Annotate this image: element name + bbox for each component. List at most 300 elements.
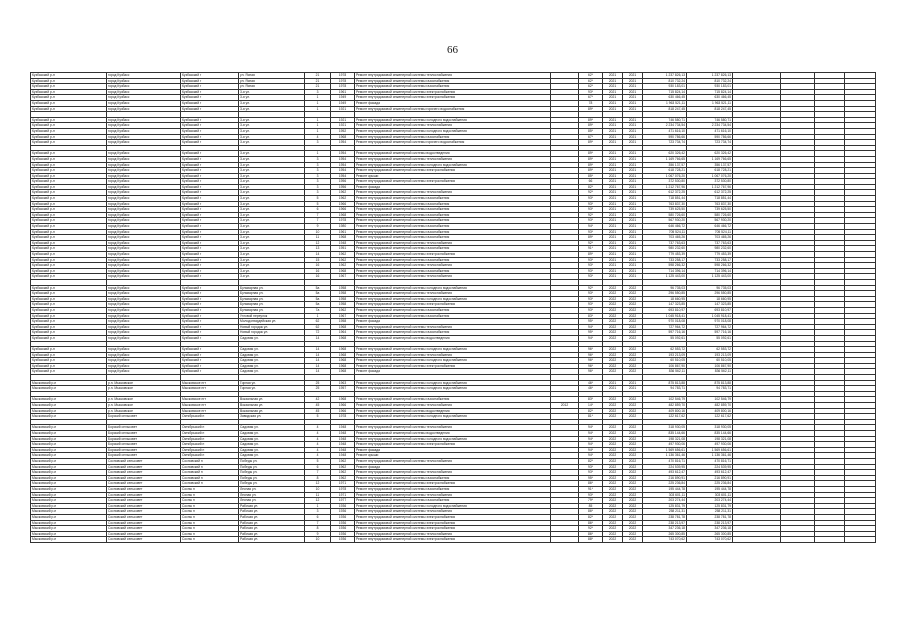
- cell-municipality: город Кузбасс: [107, 95, 181, 101]
- cell-street: 3-я ул.: [239, 224, 305, 230]
- cell-year-start: 2022: [603, 285, 623, 291]
- cell-district: Мысковский р-н: [31, 464, 107, 470]
- cell-wear: 89*: [579, 235, 603, 241]
- cell-work-type: Ремонт внутридомовой инженерной системы водоотведения: [355, 335, 551, 341]
- cell-municipality: город Кузбасс: [107, 134, 181, 140]
- cell-cost-total: 303 601,11: [687, 492, 733, 498]
- cell-year-end: 2022: [623, 464, 643, 470]
- cell-year-start: 2022: [603, 475, 623, 481]
- cell-work-type: Ремонт внутридомовой инженерной системы теплоснабжения: [355, 458, 551, 464]
- cell-year-start: 2022: [603, 447, 623, 453]
- cell-district: Кузбасский р-н: [31, 201, 107, 207]
- cell-year-built: 1954: [331, 162, 355, 168]
- cell-year-start: 2022: [603, 514, 623, 520]
- cell-settlement: Мысковское пгт: [181, 408, 239, 414]
- cell-year-end: 2022: [623, 285, 643, 291]
- cell-house: 6: [305, 514, 331, 520]
- cell-year-built: 1978: [331, 73, 355, 79]
- cell-settlement: Октябрьский п: [181, 436, 239, 442]
- cell-year-start: 2022: [603, 347, 623, 353]
- cell-year-start: 2022: [603, 470, 623, 476]
- cell-municipality: город Кузбасс: [107, 246, 181, 252]
- cell-cost: 303 601,11: [643, 492, 687, 498]
- cell-cost-total: 779 453,39: [687, 252, 733, 258]
- cell-district: Кузбасский р-н: [31, 123, 107, 129]
- cell-street: Садовая ул.: [239, 436, 305, 442]
- cell-wear: 94*: [579, 324, 603, 330]
- cell-year-end: 2022: [623, 296, 643, 302]
- cell-cost: 238 781,78: [643, 514, 687, 520]
- cell-municipality: город Кузбасс: [107, 229, 181, 235]
- cell-settlement: Октябрьский п: [181, 431, 239, 437]
- cell-house: 42: [305, 397, 331, 403]
- cell-year-built: 1949: [331, 100, 355, 106]
- cell-year-end: 2021: [623, 274, 643, 280]
- cell-year-end: 2022: [623, 537, 643, 543]
- cell-street: Садовая ул.: [239, 431, 305, 437]
- cell-street: Бульварная ул.: [239, 285, 305, 291]
- cell-cost-total: 597 716,16: [687, 330, 733, 336]
- cell-work-type: Ремонт внутридомовой инженерной системы газоснабжения: [355, 196, 551, 202]
- cell-year-end: 2021: [623, 201, 643, 207]
- cell-work-type: Ремонт внутридомовой инженерной системы электроснабжения: [355, 514, 551, 520]
- cell-year-built: 1954: [331, 140, 355, 146]
- cell-municipality: город Кузбасс: [107, 313, 181, 319]
- cell-work-type: Ремонт внутридомовой инженерной системы электроснабжения: [355, 537, 551, 543]
- cell-cost: 102 546,79: [643, 397, 687, 403]
- cell-municipality: город Кузбасс: [107, 89, 181, 95]
- cell-municipality: Сосновский сельсовет: [107, 503, 181, 509]
- cell-cost: 2 234 734,54: [643, 123, 687, 129]
- cell-cost: 224 539,95: [643, 464, 687, 470]
- cell-year-end: 2021: [623, 156, 643, 162]
- cell-cost-total: 970 018,08: [687, 319, 733, 325]
- cell-street: 3-я ул.: [239, 240, 305, 246]
- cell-street: ул. Ясная: [239, 84, 305, 90]
- cell-municipality: р.п. Мысковское: [107, 386, 181, 392]
- cell-year-start: 2022: [603, 425, 623, 431]
- cell-house: 3: [305, 156, 331, 162]
- cell-year-start: 2021: [603, 201, 623, 207]
- cell-settlement: Кузбасский г: [181, 89, 239, 95]
- cell-municipality: город Кузбасс: [107, 117, 181, 123]
- cell-district: Мысковский р-н: [31, 453, 107, 459]
- cell-extra-3: [815, 537, 845, 543]
- cell-year-built: 1936: [331, 537, 355, 543]
- cell-district: Кузбасский р-н: [31, 73, 107, 79]
- cell-work-type: Ремонт внутридомовой инженерной системы теплоснабжения: [355, 240, 551, 246]
- cell-year-start: 2021: [603, 128, 623, 134]
- cell-district: Кузбасский р-н: [31, 307, 107, 313]
- cell-house: 14: [305, 252, 331, 258]
- cell-cost-total: 1 125 443,00: [687, 274, 733, 280]
- cell-street: 3-я ул.: [239, 257, 305, 263]
- cell-work-type: Ремонт фасада: [355, 464, 551, 470]
- cell-wear: 92*: [579, 526, 603, 532]
- cell-cost: 94 783,71: [643, 386, 687, 392]
- cell-year-end: 2021: [623, 134, 643, 140]
- cell-wear: 89*: [579, 151, 603, 157]
- cell-wear: 86*: [579, 520, 603, 526]
- cell-house: 62: [305, 324, 331, 330]
- cell-work-type: Ремонт внутридомовой инженерной системы газоснабжения: [355, 229, 551, 235]
- cell-street: Молодогвардейская ул.: [239, 319, 305, 325]
- cell-work-type: Ремонт внутридомовой инженерной системы теплоснабжения: [355, 291, 551, 297]
- cell-district: Кузбасский р-н: [31, 347, 107, 353]
- cell-cost: 225 236,84: [643, 481, 687, 487]
- cell-wear: 92*: [579, 240, 603, 246]
- cell-year-start: 2021: [603, 156, 623, 162]
- cell-street: 3-я ул.: [239, 274, 305, 280]
- cell-street: 3-я ул.: [239, 263, 305, 269]
- cell-house: 13: [305, 246, 331, 252]
- cell-house: 3: [305, 162, 331, 168]
- cell-street: Победы ул.: [239, 470, 305, 476]
- cell-district: Кузбасский р-н: [31, 173, 107, 179]
- cell-work-type: Ремонт внутридомовой инженерной системы газоснабжения: [355, 330, 551, 336]
- cell-municipality: р.п. Мысковское: [107, 403, 181, 409]
- cell-settlement: Кузбасский г: [181, 140, 239, 146]
- cell-municipality: Сосновский сельсовет: [107, 498, 181, 504]
- cell-district: Мысковский р-н: [31, 425, 107, 431]
- cell-house: 4: [305, 425, 331, 431]
- cell-year-start: 2022: [603, 330, 623, 336]
- cell-municipality: город Кузбасс: [107, 162, 181, 168]
- cell-work-type: Ремонт внутридомовой инженерной системы холодного водоснабжения: [355, 117, 551, 123]
- cell-street: 3-я ул.: [239, 117, 305, 123]
- cell-year-end: 2022: [623, 358, 643, 364]
- cell-municipality: город Кузбасс: [107, 302, 181, 308]
- cell-year-start: 2022: [603, 302, 623, 308]
- cell-year-end: 2022: [623, 531, 643, 537]
- cell-settlement: Кузбасский г: [181, 268, 239, 274]
- cell-wear: 67*: [579, 134, 603, 140]
- cell-district: Мысковский р-н: [31, 458, 107, 464]
- cell-municipality: город Кузбасс: [107, 128, 181, 134]
- cell-wear: 46*: [579, 386, 603, 392]
- cell-work-type: Ремонт внутридомовой инженерной системы электроснабжения: [355, 442, 551, 448]
- cell-municipality: город Кузбасс: [107, 307, 181, 313]
- cell-work-type: Ремонт внутридомовой инженерной системы водоотведения: [355, 431, 551, 437]
- cell-year-start: 2021: [603, 168, 623, 174]
- cell-wear: 93*: [579, 257, 603, 263]
- cell-municipality: Сосновский сельсовет: [107, 464, 181, 470]
- cell-settlement: Кузбасский г: [181, 117, 239, 123]
- cell-wear: 62*: [579, 84, 603, 90]
- cell-cost: 597 716,16: [643, 330, 687, 336]
- cell-cost-total: 590 786,66: [687, 134, 733, 140]
- cell-district: Мысковский р-н: [31, 537, 107, 543]
- cell-cost-total: 238 781,78: [687, 514, 733, 520]
- cell-house: 5а: [305, 285, 331, 291]
- cell-street: 3-я ул.: [239, 246, 305, 252]
- cell-year-start: 2021: [603, 218, 623, 224]
- cell-cost: 703 465,26: [643, 235, 687, 241]
- cell-year-built: 1956: [331, 184, 355, 190]
- cell-street: Рабочая ул.: [239, 520, 305, 526]
- cell-settlement: Кузбасский г: [181, 330, 239, 336]
- cell-house: 5: [305, 196, 331, 202]
- cell-cost: 60 510,05: [643, 358, 687, 364]
- cell-year-built: 1951: [331, 246, 355, 252]
- table-row: [31, 537, 876, 543]
- cell-work-type: Ремонт внутридомовой инженерной системы электроснабжения: [355, 252, 551, 258]
- cell-year-start: 2021: [603, 240, 623, 246]
- cell-cost: 810 732,24: [643, 78, 687, 84]
- cell-municipality: город Кузбасс: [107, 335, 181, 341]
- cell-house: 14: [305, 369, 331, 375]
- cell-year-start: 2021: [603, 207, 623, 213]
- cell-wear: 94*: [579, 447, 603, 453]
- cell-year-start: 2021: [603, 140, 623, 146]
- cell-year-start: 2022: [603, 313, 623, 319]
- cell-year-built: 1968: [331, 358, 355, 364]
- cell-settlement: Октябрьский п: [181, 414, 239, 420]
- cell-cost: 122 617,62: [643, 414, 687, 420]
- cell-house: 25: [305, 380, 331, 386]
- cell-municipality: город Кузбасс: [107, 324, 181, 330]
- cell-municipality: Сосновский сельсовет: [107, 520, 181, 526]
- cell-year-end: 2022: [623, 397, 643, 403]
- cell-year-end: 2022: [623, 470, 643, 476]
- cell-municipality: город Кузбасс: [107, 123, 181, 129]
- cell-street: Новый городок ул.: [239, 330, 305, 336]
- cell-district: Кузбасский р-н: [31, 134, 107, 140]
- cell-street: 3-я ул.: [239, 229, 305, 235]
- cell-house: 1: [305, 128, 331, 134]
- cell-work-type: Ремонт внутридомовой инженерной системы холодного водоснабжения: [355, 347, 551, 353]
- cell-settlement: Кузбасский г: [181, 73, 239, 79]
- cell-district: Кузбасский р-н: [31, 257, 107, 263]
- cell-settlement: Кузбасский г: [181, 285, 239, 291]
- cell-house: 11: [305, 235, 331, 241]
- cell-street: Садовая ул.: [239, 425, 305, 431]
- cell-street: 3-я ул.: [239, 168, 305, 174]
- cell-house: 4: [305, 453, 331, 459]
- cell-district: Кузбасский р-н: [31, 240, 107, 246]
- cell-settlement: Кузбасский г: [181, 162, 239, 168]
- cell-house: 14: [305, 363, 331, 369]
- cell-municipality: Борский сельсовет: [107, 431, 181, 437]
- cell-work-type: Ремонт внутридомовой инженерной системы газоснабжения: [355, 397, 551, 403]
- cell-street: 3-я ул.: [239, 151, 305, 157]
- cell-year-end: 2022: [623, 442, 643, 448]
- cell-wear: 83*: [579, 397, 603, 403]
- cell-year-end: 2021: [623, 224, 643, 230]
- cell-cost-total: 497 930,06: [687, 442, 733, 448]
- cell-work-type: Ремонт внутридомовой инженерной системы газоснабжения: [355, 268, 551, 274]
- cell-work-type: Ремонт внутридомовой инженерной системы газоснабжения: [355, 246, 551, 252]
- cell-cost-total: 1 169 766,65: [687, 156, 733, 162]
- cell-cost-total: 763 837,30: [687, 201, 733, 207]
- cell-district: Мысковский р-н: [31, 414, 107, 420]
- cell-year-end: 2021: [623, 246, 643, 252]
- cell-municipality: город Кузбасс: [107, 235, 181, 241]
- cell-house: 14: [305, 347, 331, 353]
- cell-cost: 693 810,97: [643, 307, 687, 313]
- cell-cost-total: 258 211,31: [687, 509, 733, 515]
- cell-wear: 91*: [579, 246, 603, 252]
- cell-cost-total: 835 144,66: [687, 431, 733, 437]
- cell-house: 1: [305, 117, 331, 123]
- cell-year-start: 2021: [603, 224, 623, 230]
- cell-wear: 46*: [579, 380, 603, 386]
- cell-work-type: Ремонт внутридомовой инженерной системы теплоснабжения: [355, 531, 551, 537]
- cell-wear: 89*: [579, 168, 603, 174]
- cell-street: Садовая ул.: [239, 363, 305, 369]
- cell-municipality: Сосновский сельсовет: [107, 537, 181, 543]
- cell-cost: 216 890,91: [643, 475, 687, 481]
- cell-house: 16: [305, 268, 331, 274]
- cell-settlement: Кузбасский г: [181, 352, 239, 358]
- cell-year-start: 2021: [603, 106, 623, 112]
- cell-year-end: 2021: [623, 151, 643, 157]
- cell-cost-total: 470 816,71: [687, 458, 733, 464]
- cell-district: Мысковский р-н: [31, 486, 107, 492]
- cell-year-built: 1921: [331, 123, 355, 129]
- cell-wear: 93*: [579, 89, 603, 95]
- cell-year-start: 2021: [603, 123, 623, 129]
- cell-district: Кузбасский р-н: [31, 229, 107, 235]
- cell-district: Мысковский р-н: [31, 526, 107, 532]
- cell-house: 3: [305, 140, 331, 146]
- cell-year-start: 2022: [603, 458, 623, 464]
- cell-work-type: Ремонт внутридомовой инженерной системы электроснабжения: [355, 481, 551, 487]
- cell-year-built: 1949: [331, 95, 355, 101]
- cell-cost-total: 723 734,74: [687, 140, 733, 146]
- cell-cost-total: 737 763,63: [687, 240, 733, 246]
- cell-year-start: 2022: [603, 486, 623, 492]
- cell-wear: 89*: [579, 252, 603, 258]
- cell-year-start: 2022: [603, 335, 623, 341]
- cell-municipality: Сосновский сельсовет: [107, 509, 181, 515]
- cell-cost-total: 836 562,11: [687, 369, 733, 375]
- cell-district: Мысковский р-н: [31, 470, 107, 476]
- cell-district: Кузбасский р-н: [31, 263, 107, 269]
- cell-street: 3-я ул.: [239, 156, 305, 162]
- cell-wear: 81*: [579, 414, 603, 420]
- cell-settlement: Кузбасский г: [181, 257, 239, 263]
- cell-settlement: Кузбасский г: [181, 78, 239, 84]
- cell-district: Кузбасский р-н: [31, 140, 107, 146]
- cell-wear: 93*: [579, 218, 603, 224]
- cell-house: 5: [305, 201, 331, 207]
- cell-year-end: 2021: [623, 128, 643, 134]
- cell-cost: 779 453,39: [643, 252, 687, 258]
- cell-cost-total: 96 735,03: [687, 285, 733, 291]
- cell-municipality: Борский сельсовет: [107, 453, 181, 459]
- cell-year-built: 1954: [331, 168, 355, 174]
- cell-house: 21: [305, 78, 331, 84]
- cell-year-end: 2022: [623, 453, 643, 459]
- cell-year-end: 2022: [623, 330, 643, 336]
- cell-street: 3-я ул.: [239, 179, 305, 185]
- cell-cost-total: 106 867,90: [687, 363, 733, 369]
- cell-work-type: Ремонт внутридомовой инженерной системы горячего водоснабжения: [355, 106, 551, 112]
- cell-municipality: р.п. Мысковское: [107, 408, 181, 414]
- cell-wear: 93*: [579, 229, 603, 235]
- cell-year-built: 1961: [331, 89, 355, 95]
- cell-work-type: Ремонт внутридомовой инженерной системы холодного водоснабжения: [355, 414, 551, 420]
- cell-district: Кузбасский р-н: [31, 319, 107, 325]
- cell-settlement: Мысковское пгт: [181, 386, 239, 392]
- cell-wear: 94*: [579, 431, 603, 437]
- cell-settlement: Октябрьский п: [181, 447, 239, 453]
- cell-district: Мысковский р-н: [31, 442, 107, 448]
- cell-year-start: 2022: [603, 397, 623, 403]
- cell-house: 1: [305, 313, 331, 319]
- cell-house: 1: [305, 106, 331, 112]
- cell-district: Кузбасский р-н: [31, 252, 107, 258]
- cell-municipality: Сосновский сельсовет: [107, 492, 181, 498]
- cell-year-start: 2021: [603, 84, 623, 90]
- cell-year-end: 2022: [623, 475, 643, 481]
- cell-work-type: Ремонт внутридомовой инженерной системы теплоснабжения: [355, 324, 551, 330]
- cell-cost: 930 183,01: [643, 84, 687, 90]
- cell-work-type: Ремонт внутридомовой инженерной системы холодного водоснабжения: [355, 380, 551, 386]
- cell-district: Мысковский р-н: [31, 397, 107, 403]
- cell-cost-total: 715 824,14: [687, 89, 733, 95]
- cell-wear: 94*: [579, 335, 603, 341]
- cell-year-start: 2022: [603, 503, 623, 509]
- cell-year-start: 2021: [603, 212, 623, 218]
- cell-year-end: 2021: [623, 140, 643, 146]
- cell-house: 12: [305, 481, 331, 487]
- cell-wear: 96*: [579, 363, 603, 369]
- cell-work-type: Ремонт внутридомовой инженерной системы газоснабжения: [355, 257, 551, 263]
- cell-cost-total: 203 274,44: [687, 498, 733, 504]
- cell-year-built: 1954: [331, 173, 355, 179]
- cell-house: 5а: [305, 296, 331, 302]
- cell-house: 7: [305, 212, 331, 218]
- cell-settlement: Кузбасский г: [181, 307, 239, 313]
- cell-district: Кузбасский р-н: [31, 324, 107, 330]
- cell-street: 3-я ул.: [239, 235, 305, 241]
- cell-street: Заводская ул.: [239, 414, 305, 420]
- cell-cost: 598 266,32: [643, 263, 687, 269]
- cell-year-built: 1958: [331, 291, 355, 297]
- cell-work-type: Ремонт внутридомовой инженерной системы холодного водоснабжения: [355, 358, 551, 364]
- cell-work-type: Ремонт внутридомовой инженерной системы газоснабжения: [355, 313, 551, 319]
- cell-street: 3-я ул.: [239, 162, 305, 168]
- cell-cost: 714 396,14: [643, 268, 687, 274]
- cell-cost-total: 1 963 521,11: [687, 100, 733, 106]
- cell-year-built: 1966: [331, 207, 355, 213]
- cell-wear: 95*: [579, 330, 603, 336]
- cell-district: Мысковский р-н: [31, 380, 107, 386]
- cell-year-start: 2021: [603, 257, 623, 263]
- cell-street: Лесная ул.: [239, 498, 305, 504]
- cell-work-type: Ремонт внутридомовой инженерной системы холодного водоснабжения: [355, 386, 551, 392]
- cell-settlement: Кузбасский г: [181, 218, 239, 224]
- cell-cost-total: 567 930,20: [687, 218, 733, 224]
- cell-year-start: 2022: [603, 307, 623, 313]
- cell-municipality: город Кузбасс: [107, 319, 181, 325]
- cell-house: 1: [305, 123, 331, 129]
- cell-year-start: 2021: [603, 78, 623, 84]
- cell-year-end: 2021: [623, 235, 643, 241]
- cell-settlement: Сосны п: [181, 526, 239, 532]
- cell-settlement: Кузбасский г: [181, 369, 239, 375]
- cell-year-start: 2021: [603, 134, 623, 140]
- cell-wear: 95*: [579, 319, 603, 325]
- cell-wear: 94*: [579, 453, 603, 459]
- cell-house: 16: [305, 263, 331, 269]
- cell-cost: 646 466,72: [643, 224, 687, 230]
- cell-settlement: Кузбасский г: [181, 95, 239, 101]
- cell-wear: 96*: [579, 352, 603, 358]
- cell-year-repair: 2012: [551, 403, 579, 409]
